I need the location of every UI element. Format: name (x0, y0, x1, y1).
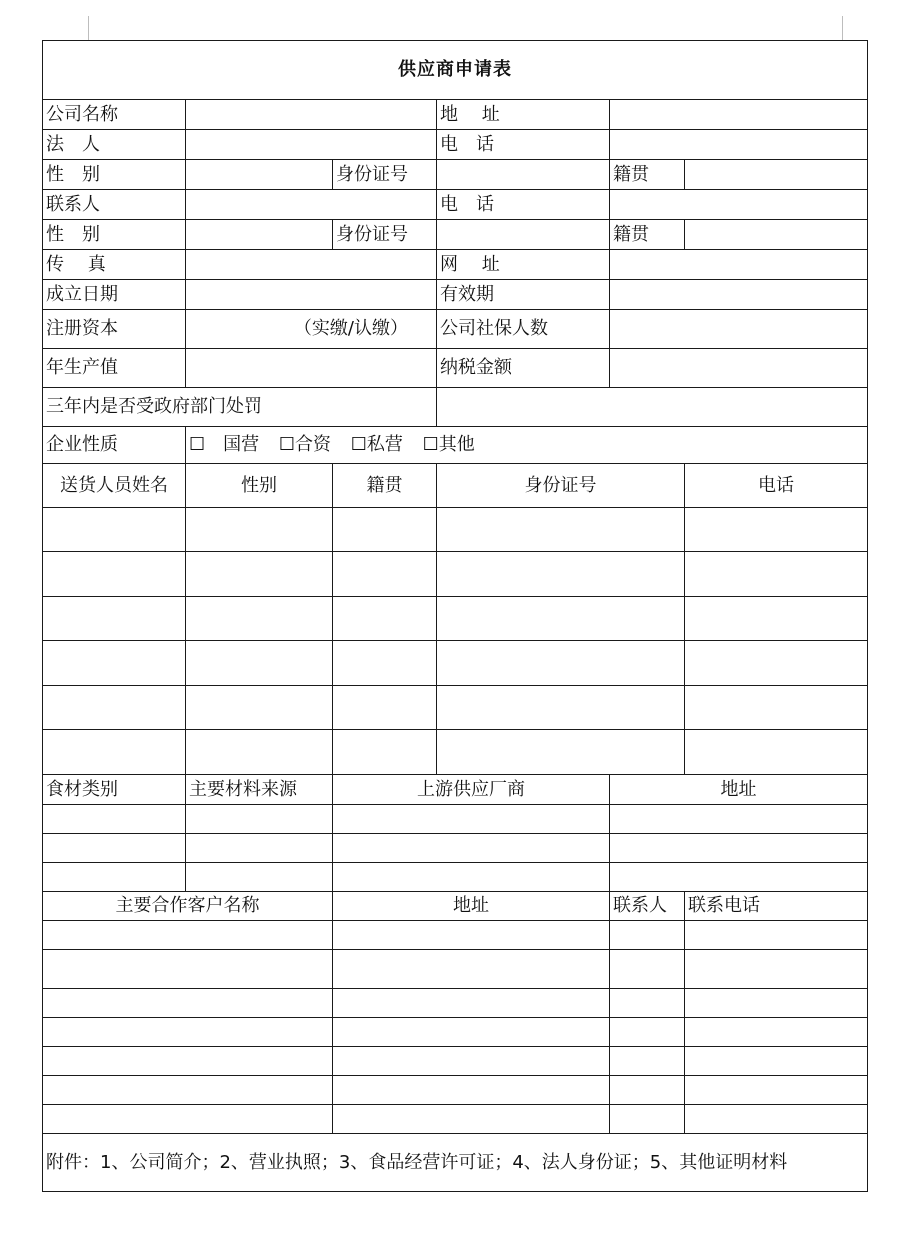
delivery-phone-cell[interactable] (685, 686, 868, 730)
crop-mark-right (842, 16, 843, 40)
materials-address-cell[interactable] (610, 834, 868, 863)
client-name-cell[interactable] (43, 950, 333, 989)
contact-native-place-label: 籍贯 (610, 220, 685, 250)
delivery-gender-cell[interactable] (186, 730, 333, 775)
delivery-row (43, 552, 868, 597)
legal-gender-label: 性 别 (43, 160, 186, 190)
legal-id-field[interactable] (437, 160, 610, 190)
address-field[interactable] (610, 100, 868, 130)
delivery-native-cell[interactable] (333, 597, 437, 641)
clients-header-name: 主要合作客户名称 (43, 892, 333, 921)
materials-supplier-cell[interactable] (333, 834, 610, 863)
delivery-gender-cell[interactable] (186, 686, 333, 730)
client-name-cell[interactable] (43, 1076, 333, 1105)
delivery-id-cell[interactable] (437, 508, 685, 552)
delivery-name-cell[interactable] (43, 641, 186, 686)
contact-field[interactable] (186, 190, 437, 220)
legal-gender-field[interactable] (186, 160, 333, 190)
clients-row (43, 989, 868, 1018)
validity-label: 有效期 (437, 280, 610, 310)
annual-output-label: 年生产值 (43, 349, 186, 388)
clients-row (43, 1018, 868, 1047)
client-phone-cell[interactable] (685, 1047, 868, 1076)
delivery-name-cell[interactable] (43, 508, 186, 552)
clients-row (43, 950, 868, 989)
delivery-phone-cell[interactable] (685, 641, 868, 686)
established-date-label: 成立日期 (43, 280, 186, 310)
delivery-header-native-place: 籍贯 (333, 464, 437, 508)
client-contact-cell[interactable] (610, 1047, 685, 1076)
client-contact-cell[interactable] (610, 989, 685, 1018)
client-address-cell[interactable] (333, 1105, 610, 1134)
materials-header-category: 食材类别 (43, 775, 186, 805)
tax-amount-field[interactable] (610, 349, 868, 388)
legal-phone-field[interactable] (610, 130, 868, 160)
client-name-cell[interactable] (43, 1018, 333, 1047)
clients-header-contact: 联系人 (610, 892, 685, 921)
contact-phone-field[interactable] (610, 190, 868, 220)
contact-gender-field[interactable] (186, 220, 333, 250)
delivery-gender-cell[interactable] (186, 508, 333, 552)
annual-output-field[interactable] (186, 349, 437, 388)
legal-id-label: 身份证号 (333, 160, 437, 190)
delivery-id-cell[interactable] (437, 552, 685, 597)
client-contact-cell[interactable] (610, 1105, 685, 1134)
capital-type-note: （实缴/认缴） (293, 318, 408, 340)
client-phone-cell[interactable] (685, 1105, 868, 1134)
materials-source-cell[interactable] (186, 805, 333, 834)
legal-native-place-field[interactable] (685, 160, 868, 190)
client-address-cell[interactable] (333, 989, 610, 1018)
client-phone-cell[interactable] (685, 950, 868, 989)
client-phone-cell[interactable] (685, 989, 868, 1018)
website-field[interactable] (610, 250, 868, 280)
option-joint-venture[interactable]: ☐合资 (278, 434, 332, 456)
delivery-native-cell[interactable] (333, 508, 437, 552)
client-phone-cell[interactable] (685, 921, 868, 950)
contact-gender-label: 性 别 (43, 220, 186, 250)
materials-header-supplier: 上游供应厂商 (333, 775, 610, 805)
penalty-question-label: 三年内是否受政府部门处罚 (43, 388, 437, 427)
client-contact-cell[interactable] (610, 950, 685, 989)
materials-source-cell[interactable] (186, 863, 333, 892)
clients-row (43, 1076, 868, 1105)
delivery-native-cell[interactable] (333, 730, 437, 775)
client-name-cell[interactable] (43, 921, 333, 950)
delivery-header-phone: 电话 (685, 464, 868, 508)
legal-person-label: 法 人 (43, 130, 186, 160)
materials-row (43, 863, 868, 892)
contact-phone-label: 电 话 (437, 190, 610, 220)
address-label: 地 址 (437, 100, 610, 130)
delivery-id-cell[interactable] (437, 730, 685, 775)
materials-row (43, 834, 868, 863)
materials-category-cell[interactable] (43, 805, 186, 834)
contact-label: 联系人 (43, 190, 186, 220)
delivery-id-cell[interactable] (437, 686, 685, 730)
supplier-application-form (42, 40, 868, 1192)
form-title: 供应商申请表 (43, 41, 868, 100)
clients-header-phone: 联系电话 (685, 892, 868, 921)
delivery-native-cell[interactable] (333, 552, 437, 597)
company-type-options (186, 427, 868, 464)
validity-field[interactable] (610, 280, 868, 310)
company-type-label: 企业性质 (43, 427, 186, 464)
materials-supplier-cell[interactable] (333, 863, 610, 892)
client-address-cell[interactable] (333, 1018, 610, 1047)
registered-capital-field[interactable] (186, 310, 437, 349)
client-address-cell[interactable] (333, 950, 610, 989)
clients-row (43, 1047, 868, 1076)
company-name-label: 公司名称 (43, 100, 186, 130)
delivery-name-cell[interactable] (43, 730, 186, 775)
delivery-phone-cell[interactable] (685, 730, 868, 775)
materials-header-source: 主要材料来源 (186, 775, 333, 805)
delivery-native-cell[interactable] (333, 641, 437, 686)
delivery-header-id: 身份证号 (437, 464, 685, 508)
client-phone-cell[interactable] (685, 1076, 868, 1105)
registered-capital-label: 注册资本 (43, 310, 186, 349)
delivery-phone-cell[interactable] (685, 508, 868, 552)
clients-header-address: 地址 (333, 892, 610, 921)
client-name-cell[interactable] (43, 1105, 333, 1134)
client-contact-cell[interactable] (610, 921, 685, 950)
clients-row (43, 1105, 868, 1134)
website-label: 网 址 (437, 250, 610, 280)
delivery-id-cell[interactable] (437, 597, 685, 641)
delivery-row (43, 597, 868, 641)
delivery-row (43, 641, 868, 686)
delivery-name-cell[interactable] (43, 686, 186, 730)
client-contact-cell[interactable] (610, 1076, 685, 1105)
delivery-name-cell[interactable] (43, 597, 186, 641)
option-state-owned[interactable]: ☐ 国营 (189, 434, 260, 456)
delivery-row (43, 508, 868, 552)
clients-row (43, 921, 868, 950)
delivery-gender-cell[interactable] (186, 597, 333, 641)
materials-category-cell[interactable] (43, 863, 186, 892)
materials-header-address: 地址 (610, 775, 868, 805)
delivery-name-cell[interactable] (43, 552, 186, 597)
legal-person-field[interactable] (186, 130, 437, 160)
client-name-cell[interactable] (43, 989, 333, 1018)
delivery-phone-cell[interactable] (685, 552, 868, 597)
client-contact-cell[interactable] (610, 1018, 685, 1047)
delivery-header-gender: 性别 (186, 464, 333, 508)
delivery-native-cell[interactable] (333, 686, 437, 730)
fax-label: 传 真 (43, 250, 186, 280)
materials-supplier-cell[interactable] (333, 805, 610, 834)
social-security-count-field[interactable] (610, 310, 868, 349)
social-security-count-label: 公司社保人数 (437, 310, 610, 349)
materials-row (43, 805, 868, 834)
client-address-cell[interactable] (333, 1047, 610, 1076)
contact-id-label: 身份证号 (333, 220, 437, 250)
tax-amount-label: 纳税金额 (437, 349, 610, 388)
legal-phone-label: 电 话 (437, 130, 610, 160)
materials-category-cell[interactable] (43, 834, 186, 863)
crop-mark-left (88, 16, 89, 40)
established-date-field[interactable] (186, 280, 437, 310)
contact-native-place-field[interactable] (685, 220, 868, 250)
fax-field[interactable] (186, 250, 437, 280)
client-name-cell[interactable] (43, 1047, 333, 1076)
delivery-gender-cell[interactable] (186, 552, 333, 597)
delivery-row (43, 686, 868, 730)
penalty-answer-field[interactable] (437, 388, 868, 427)
contact-id-field[interactable] (437, 220, 610, 250)
legal-native-place-label: 籍贯 (610, 160, 685, 190)
company-name-field[interactable] (186, 100, 437, 130)
delivery-phone-cell[interactable] (685, 597, 868, 641)
attachment-note: 附件：1、公司简介；2、营业执照；3、食品经营许可证；4、法人身份证；5、其他证明材料 (43, 1134, 868, 1192)
client-address-cell[interactable] (333, 1076, 610, 1105)
client-phone-cell[interactable] (685, 1018, 868, 1047)
client-address-cell[interactable] (333, 921, 610, 950)
materials-source-cell[interactable] (186, 834, 333, 863)
delivery-row (43, 730, 868, 775)
option-other[interactable]: ☐其他 (422, 434, 475, 456)
option-private[interactable]: ☐私营 (350, 434, 403, 456)
delivery-header-name: 送货人员姓名 (43, 464, 186, 508)
materials-address-cell[interactable] (610, 863, 868, 892)
delivery-id-cell[interactable] (437, 641, 685, 686)
materials-address-cell[interactable] (610, 805, 868, 834)
delivery-gender-cell[interactable] (186, 641, 333, 686)
